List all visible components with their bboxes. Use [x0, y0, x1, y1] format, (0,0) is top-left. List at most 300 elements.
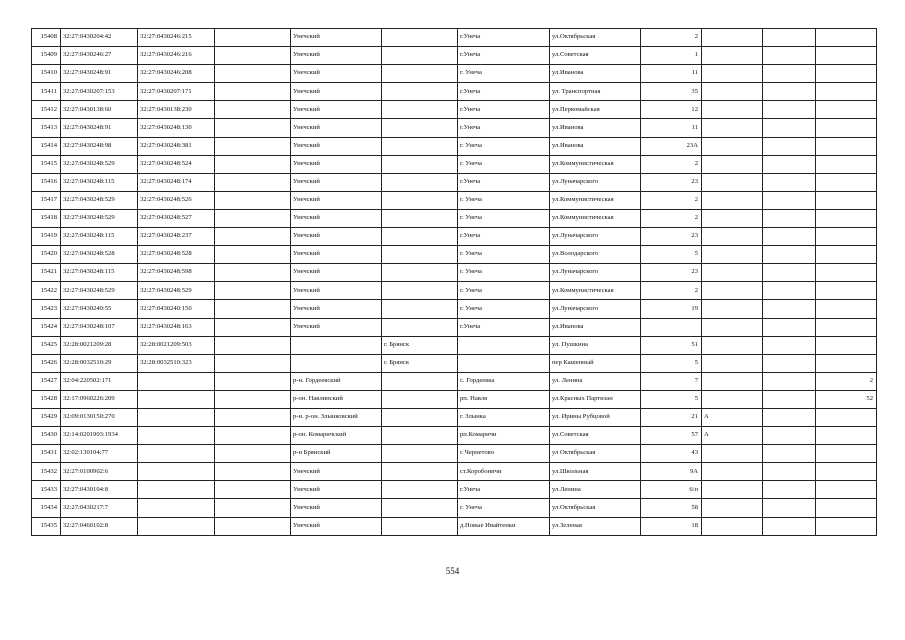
building-cell: [702, 173, 763, 191]
district-cell: Унечский: [291, 101, 382, 119]
house-cell: 23А: [641, 137, 702, 155]
row-number-cell: 15432: [32, 463, 61, 481]
house-cell: 11: [641, 65, 702, 83]
street-cell: ул Октябрьская: [550, 445, 641, 463]
district-cell: Унечский: [291, 173, 382, 191]
flat-cell: [816, 209, 877, 227]
table-row: [32, 408, 877, 426]
region-cell: [215, 228, 291, 246]
table-row: [32, 119, 877, 137]
building-cell: А: [702, 408, 763, 426]
apartment-cell: [763, 463, 816, 481]
apartment-cell: [763, 155, 816, 173]
settlement-cell: рп. Навля: [458, 390, 550, 408]
city-cell: г. Брянск: [382, 336, 458, 354]
row-number-cell: 15426: [32, 354, 61, 372]
row-number-cell: 15411: [32, 83, 61, 101]
table-row: [32, 463, 877, 481]
district-cell: Унечский: [291, 191, 382, 209]
settlement-cell: г.Унеча: [458, 83, 550, 101]
district-cell: Унечский: [291, 499, 382, 517]
parcel-number-cell: 32:27:0430207:171: [138, 83, 215, 101]
region-cell: [215, 29, 291, 47]
building-cell: [702, 282, 763, 300]
cadastral-number-cell: 32:14:0201903:1934: [61, 427, 138, 445]
row-number-cell: 15416: [32, 173, 61, 191]
house-cell: 2: [641, 29, 702, 47]
region-cell: [215, 517, 291, 535]
parcel-number-cell: [138, 408, 215, 426]
flat-cell: [816, 191, 877, 209]
flat-cell: 52: [816, 390, 877, 408]
parcel-number-cell: 32:27:0430248:163: [138, 318, 215, 336]
apartment-cell: [763, 209, 816, 227]
city-cell: [382, 499, 458, 517]
cadastral-number-cell: 32:27:0430246:27: [61, 47, 138, 65]
row-number-cell: 15424: [32, 318, 61, 336]
table-row: [32, 246, 877, 264]
house-cell: 23: [641, 264, 702, 282]
table-row: [32, 155, 877, 173]
district-cell: Унечский: [291, 282, 382, 300]
settlement-cell: с. Гордеевка: [458, 372, 550, 390]
flat-cell: [816, 228, 877, 246]
region-cell: [215, 101, 291, 119]
settlement-cell: г.Унеча: [458, 29, 550, 47]
house-cell: 43: [641, 445, 702, 463]
parcel-number-cell: 32:28:0021209:503: [138, 336, 215, 354]
building-cell: [702, 191, 763, 209]
flat-cell: 2: [816, 372, 877, 390]
city-cell: [382, 372, 458, 390]
settlement-cell: г. Унеча: [458, 209, 550, 227]
row-number-cell: 15408: [32, 29, 61, 47]
city-cell: [382, 517, 458, 535]
table-row: [32, 65, 877, 83]
cadastral-number-cell: 32:28:0021209:28: [61, 336, 138, 354]
row-number-cell: 15417: [32, 191, 61, 209]
apartment-cell: [763, 517, 816, 535]
flat-cell: [816, 119, 877, 137]
city-cell: [382, 155, 458, 173]
table-row: [32, 264, 877, 282]
region-cell: [215, 481, 291, 499]
cadastral-number-cell: 32:27:0430138:60: [61, 101, 138, 119]
building-cell: [702, 336, 763, 354]
building-cell: [702, 264, 763, 282]
building-cell: [702, 390, 763, 408]
cadastral-number-cell: 32:27:0430248:529: [61, 209, 138, 227]
parcel-number-cell: 32:28:0032510:323: [138, 354, 215, 372]
region-cell: [215, 65, 291, 83]
house-cell: 5: [641, 390, 702, 408]
row-number-cell: 15415: [32, 155, 61, 173]
parcel-number-cell: [138, 517, 215, 535]
building-cell: [702, 499, 763, 517]
building-cell: [702, 65, 763, 83]
street-cell: ул. Пушкина: [550, 336, 641, 354]
settlement-cell: г. Унеча: [458, 246, 550, 264]
cadastral-number-cell: 32:27:0430248:115: [61, 264, 138, 282]
page-number: 554: [445, 566, 460, 576]
region-cell: [215, 445, 291, 463]
region-cell: [215, 300, 291, 318]
apartment-cell: [763, 173, 816, 191]
settlement-cell: г. Унеча: [458, 191, 550, 209]
apartment-cell: [763, 191, 816, 209]
flat-cell: [816, 65, 877, 83]
building-cell: [702, 300, 763, 318]
flat-cell: [816, 481, 877, 499]
parcel-number-cell: [138, 481, 215, 499]
table-row: [32, 300, 877, 318]
house-cell: 1: [641, 47, 702, 65]
street-cell: ул.Советская: [550, 427, 641, 445]
district-cell: Унечский: [291, 137, 382, 155]
building-cell: [702, 119, 763, 137]
street-cell: ул.Школьная: [550, 463, 641, 481]
settlement-cell: с Чернетово: [458, 445, 550, 463]
district-cell: Унечский: [291, 481, 382, 499]
cadastral-number-cell: 32:27:0100902:6: [61, 463, 138, 481]
settlement-cell: г.Унеча: [458, 47, 550, 65]
building-cell: [702, 481, 763, 499]
city-cell: [382, 463, 458, 481]
house-cell: 5: [641, 246, 702, 264]
street-cell: ул.Иванова: [550, 65, 641, 83]
district-cell: р-н. Гордеевский: [291, 372, 382, 390]
flat-cell: [816, 300, 877, 318]
settlement-cell: г.Унеча: [458, 101, 550, 119]
table-row: [32, 481, 877, 499]
parcel-number-cell: 32:27:0430248:130: [138, 119, 215, 137]
row-number-cell: 15414: [32, 137, 61, 155]
cadastral-number-cell: 32:27:0430240:55: [61, 300, 138, 318]
city-cell: [382, 29, 458, 47]
settlement-cell: [458, 336, 550, 354]
flat-cell: [816, 336, 877, 354]
table-row: [32, 228, 877, 246]
district-cell: Унечский: [291, 47, 382, 65]
cadastral-number-cell: 32:27:0430248:91: [61, 119, 138, 137]
apartment-cell: [763, 390, 816, 408]
apartment-cell: [763, 101, 816, 119]
row-number-cell: 15422: [32, 282, 61, 300]
district-cell: Унечский: [291, 29, 382, 47]
apartment-cell: [763, 29, 816, 47]
row-number-cell: 15425: [32, 336, 61, 354]
region-cell: [215, 499, 291, 517]
building-cell: [702, 83, 763, 101]
city-cell: [382, 119, 458, 137]
street-cell: ул.Луначарского: [550, 228, 641, 246]
settlement-cell: г. Унеча: [458, 264, 550, 282]
cadastral-number-cell: 32:27:0430248:91: [61, 65, 138, 83]
settlement-cell: г. Унеча: [458, 155, 550, 173]
flat-cell: [816, 264, 877, 282]
cadastral-number-cell: 32:27:0430248:529: [61, 282, 138, 300]
flat-cell: [816, 517, 877, 535]
flat-cell: [816, 463, 877, 481]
street-cell: ул.Иванова: [550, 318, 641, 336]
cadastral-number-cell: 32:27:0430104:8: [61, 481, 138, 499]
settlement-cell: г. Унеча: [458, 282, 550, 300]
row-number-cell: 15419: [32, 228, 61, 246]
flat-cell: [816, 318, 877, 336]
house-cell: 35: [641, 83, 702, 101]
flat-cell: [816, 246, 877, 264]
building-cell: [702, 246, 763, 264]
street-cell: ул. Транспортная: [550, 83, 641, 101]
building-cell: [702, 354, 763, 372]
street-cell: ул.Луначарского: [550, 173, 641, 191]
house-cell: 2: [641, 155, 702, 173]
city-cell: [382, 83, 458, 101]
house-cell: 23: [641, 173, 702, 191]
city-cell: [382, 137, 458, 155]
cadastral-number-cell: 32:27:0460102:8: [61, 517, 138, 535]
house-cell: 51: [641, 336, 702, 354]
cadastral-number-cell: 32:27:0430248:107: [61, 318, 138, 336]
street-cell: ул.Володарского: [550, 246, 641, 264]
parcel-number-cell: 32:27:0430248:526: [138, 191, 215, 209]
street-cell: ул.Коммунистическая: [550, 155, 641, 173]
parcel-number-cell: [138, 372, 215, 390]
row-number-cell: 15429: [32, 408, 61, 426]
street-cell: ул.Октябрьская: [550, 499, 641, 517]
flat-cell: [816, 137, 877, 155]
city-cell: [382, 390, 458, 408]
street-cell: ул.Советская: [550, 47, 641, 65]
city-cell: [382, 65, 458, 83]
street-cell: ул. Ленина: [550, 372, 641, 390]
street-cell: ул. Ирины Рубцовой: [550, 408, 641, 426]
table-row: [32, 445, 877, 463]
settlement-cell: г. Унеча: [458, 65, 550, 83]
building-cell: [702, 137, 763, 155]
row-number-cell: 15435: [32, 517, 61, 535]
house-cell: 57: [641, 427, 702, 445]
settlement-cell: рп.Комаричи: [458, 427, 550, 445]
cadastral-number-cell: 32:27:0430248:528: [61, 246, 138, 264]
district-cell: Унечский: [291, 209, 382, 227]
cadastral-number-cell: 32:27:0430204:42: [61, 29, 138, 47]
flat-cell: [816, 101, 877, 119]
region-cell: [215, 155, 291, 173]
row-number-cell: 15421: [32, 264, 61, 282]
city-cell: [382, 47, 458, 65]
table-row: [32, 47, 877, 65]
table-row: [32, 29, 877, 47]
city-cell: [382, 408, 458, 426]
apartment-cell: [763, 119, 816, 137]
region-cell: [215, 463, 291, 481]
apartment-cell: [763, 137, 816, 155]
flat-cell: [816, 282, 877, 300]
district-cell: р-он. Комаричский: [291, 427, 382, 445]
city-cell: [382, 318, 458, 336]
parcel-number-cell: 32:27:0430248:598: [138, 264, 215, 282]
district-cell: Унечский: [291, 300, 382, 318]
table-row: [32, 517, 877, 535]
house-cell: 19: [641, 300, 702, 318]
building-cell: [702, 517, 763, 535]
row-number-cell: 15427: [32, 372, 61, 390]
parcel-number-cell: [138, 463, 215, 481]
region-cell: [215, 408, 291, 426]
cadastral-number-cell: 32:27:0430248:529: [61, 155, 138, 173]
row-number-cell: 15413: [32, 119, 61, 137]
street-cell: ул.Зеленая: [550, 517, 641, 535]
region-cell: [215, 390, 291, 408]
house-cell: 5: [641, 354, 702, 372]
city-cell: [382, 481, 458, 499]
district-cell: Унечский: [291, 65, 382, 83]
building-cell: [702, 318, 763, 336]
house-cell: 11: [641, 119, 702, 137]
house-cell: 6/п: [641, 481, 702, 499]
apartment-cell: [763, 318, 816, 336]
apartment-cell: [763, 246, 816, 264]
parcel-number-cell: 32:27:0430246:216: [138, 47, 215, 65]
settlement-cell: д.Новые Ивайтенки: [458, 517, 550, 535]
street-cell: ул.Октябрьская: [550, 29, 641, 47]
building-cell: [702, 228, 763, 246]
building-cell: [702, 445, 763, 463]
region-cell: [215, 246, 291, 264]
apartment-cell: [763, 65, 816, 83]
table-row: [32, 318, 877, 336]
street-cell: ул.Ленина: [550, 481, 641, 499]
table-row: [32, 173, 877, 191]
region-cell: [215, 173, 291, 191]
parcel-number-cell: 32:27:0430248:174: [138, 173, 215, 191]
house-cell: 7: [641, 372, 702, 390]
house-cell: 12: [641, 101, 702, 119]
row-number-cell: 15431: [32, 445, 61, 463]
city-cell: [382, 246, 458, 264]
region-cell: [215, 264, 291, 282]
apartment-cell: [763, 372, 816, 390]
parcel-number-cell: 32:27:0430240:150: [138, 300, 215, 318]
house-cell: 2: [641, 209, 702, 227]
settlement-cell: г. Злынка: [458, 408, 550, 426]
street-cell: ул.Иванова: [550, 119, 641, 137]
row-number-cell: 15420: [32, 246, 61, 264]
building-cell: [702, 209, 763, 227]
apartment-cell: [763, 282, 816, 300]
apartment-cell: [763, 47, 816, 65]
cadastral-number-cell: 32:27:0430217:7: [61, 499, 138, 517]
row-number-cell: 15428: [32, 390, 61, 408]
settlement-cell: г.Унеча: [458, 119, 550, 137]
cadastral-number-cell: 32:04:220502:171: [61, 372, 138, 390]
region-cell: [215, 137, 291, 155]
settlement-cell: г.Унеча: [458, 481, 550, 499]
district-cell: р-он. Навлинский: [291, 390, 382, 408]
street-cell: ул.Луначарского: [550, 300, 641, 318]
street-cell: ул.Коммунистическая: [550, 282, 641, 300]
cadastral-number-cell: 32:02:130104:77: [61, 445, 138, 463]
parcel-number-cell: [138, 445, 215, 463]
district-cell: Унечский: [291, 155, 382, 173]
apartment-cell: [763, 427, 816, 445]
apartment-cell: [763, 408, 816, 426]
apartment-cell: [763, 83, 816, 101]
table-row: [32, 191, 877, 209]
settlement-cell: г. Унеча: [458, 137, 550, 155]
parcel-number-cell: [138, 499, 215, 517]
district-cell: Унечский: [291, 517, 382, 535]
city-cell: [382, 300, 458, 318]
apartment-cell: [763, 481, 816, 499]
table-row: [32, 336, 877, 354]
house-cell: 18: [641, 517, 702, 535]
table-row: [32, 101, 877, 119]
street-cell: ул.Иванова: [550, 137, 641, 155]
flat-cell: [816, 354, 877, 372]
region-cell: [215, 372, 291, 390]
city-cell: г. Брянск: [382, 354, 458, 372]
region-cell: [215, 354, 291, 372]
flat-cell: [816, 29, 877, 47]
street-cell: ул.Луначарского: [550, 264, 641, 282]
register-body: [32, 29, 877, 536]
region-cell: [215, 119, 291, 137]
city-cell: [382, 445, 458, 463]
region-cell: [215, 336, 291, 354]
region-cell: [215, 191, 291, 209]
district-cell: р-н. р-он. Злынковский: [291, 408, 382, 426]
building-cell: [702, 463, 763, 481]
street-cell: ул.Коммунистическая: [550, 209, 641, 227]
apartment-cell: [763, 336, 816, 354]
apartment-cell: [763, 228, 816, 246]
settlement-cell: г.Унеча: [458, 173, 550, 191]
cadastral-number-cell: 32:27:0430248:98: [61, 137, 138, 155]
cadastral-number-cell: 32:09:0130150:270: [61, 408, 138, 426]
district-cell: Унечский: [291, 264, 382, 282]
house-cell: 58: [641, 499, 702, 517]
flat-cell: [816, 499, 877, 517]
district-cell: [291, 336, 382, 354]
house-cell: 21: [641, 408, 702, 426]
flat-cell: [816, 83, 877, 101]
city-cell: [382, 228, 458, 246]
building-cell: [702, 29, 763, 47]
apartment-cell: [763, 499, 816, 517]
cadastral-number-cell: 32:17:0960226:209: [61, 390, 138, 408]
city-cell: [382, 173, 458, 191]
flat-cell: [816, 173, 877, 191]
table-row: [32, 354, 877, 372]
region-cell: [215, 282, 291, 300]
building-cell: [702, 101, 763, 119]
parcel-number-cell: 32:27:0430248:381: [138, 137, 215, 155]
row-number-cell: 15423: [32, 300, 61, 318]
row-number-cell: 15412: [32, 101, 61, 119]
street-cell: ул.Красных Партизан: [550, 390, 641, 408]
city-cell: [382, 101, 458, 119]
parcel-number-cell: 32:27:0430248:529: [138, 282, 215, 300]
region-cell: [215, 427, 291, 445]
building-cell: [702, 372, 763, 390]
district-cell: Унечский: [291, 119, 382, 137]
cadastral-number-cell: 32:27:0430248:115: [61, 228, 138, 246]
settlement-cell: г. Унеча: [458, 300, 550, 318]
settlement-cell: г.Унеча: [458, 228, 550, 246]
house-cell: 2: [641, 191, 702, 209]
